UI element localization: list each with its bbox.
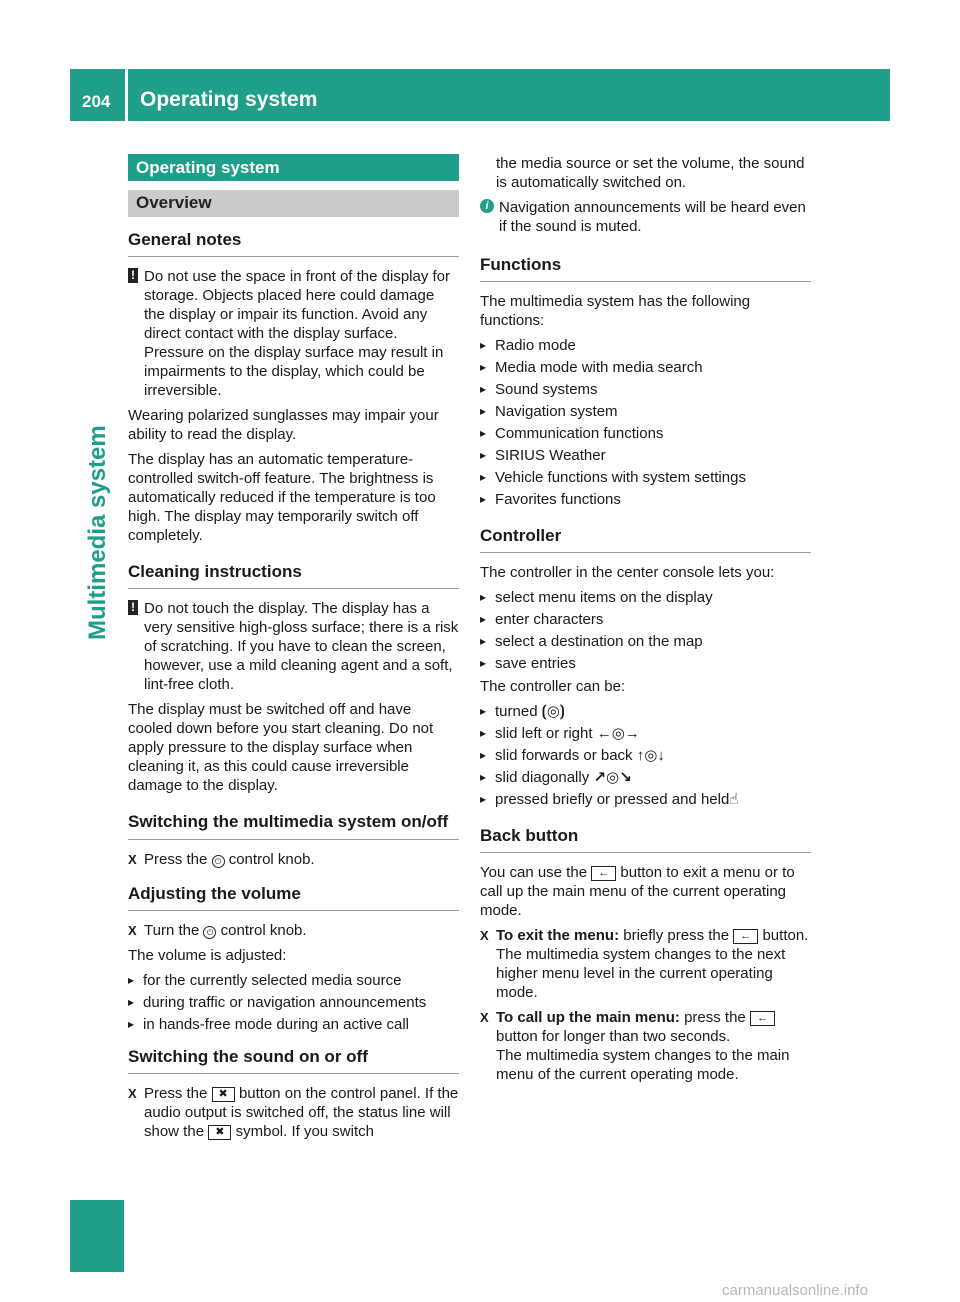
info-icon: i: [480, 199, 494, 213]
paragraph: The display has an automatic temperature-controlled switch-off feature. The brightness is automatically reduced if the temperature is too high. The display may temporarily switch off completely.: [128, 451, 436, 544]
list-item: ▸ turned ⟮◎⟯: [480, 702, 811, 721]
list-item: ▸ slid diagonally ↗◎↘: [480, 768, 811, 787]
list-item: ▸ in hands-free mode during an active call: [128, 1015, 459, 1034]
list-item: ▸ select menu items on the display: [480, 588, 811, 607]
volume-step: X Turn the ⏻ control knob.: [128, 921, 459, 940]
paragraph: You can use the ← button to exit a menu or to call up the main menu of the current operating mode.: [480, 864, 795, 919]
section-title: Operating system: [128, 154, 459, 181]
list-item: ▸ during traffic or navigation announcements: [128, 993, 459, 1012]
mute-icon: ✖: [208, 1125, 231, 1140]
list-item: ▸ save entries: [480, 654, 811, 673]
list-item: ▸ pressed briefly or pressed and held☝: [480, 790, 811, 809]
page-number: 204: [82, 92, 111, 111]
turn-icon: ⟮◎⟯: [541, 703, 565, 720]
sound-step: X Press the ✖ button on the control panel. If the audio output is switched off, the status line will show the ✖ symbol. If you switch: [128, 1084, 459, 1141]
warning-text: Do not use the space in front of the display for storage. Objects placed here could damage the display or impair its function. Avoid any direct contact with the display surface. Pressure on the display surface may result in impairments to the display, which could be irreversible.: [144, 268, 451, 399]
cleaning-warning: [128, 599, 459, 694]
warning-icon: !: [128, 600, 138, 615]
paragraph: The controller in the center console lets you:: [480, 564, 775, 581]
back-button-icon: ←: [733, 929, 758, 944]
slide-diagonal-icon: ↗◎↘: [593, 769, 632, 786]
switching-heading: Switching the multimedia system on/off: [128, 811, 459, 840]
sound-heading: Switching the sound on or off: [128, 1046, 459, 1074]
warning-text: Do not touch the display. The display has a very sensitive high-gloss surface; there is a risk of scratching. If you have to clean the screen, however, use a mild cleaning agent and a soft, lint-free cloth.: [144, 600, 459, 693]
controller-heading: Controller: [480, 525, 811, 553]
list-item: ▸ enter characters: [480, 610, 811, 629]
general-notes-heading: General notes: [128, 229, 459, 257]
list-item: ▸ for the currently selected media source: [128, 971, 459, 990]
list-item: ▸ Navigation system: [480, 402, 811, 421]
info-text: Navigation announcements will be heard even if the sound is muted.: [499, 199, 806, 235]
paragraph: The multimedia system has the following functions:: [480, 293, 751, 329]
paragraph: The volume is adjusted:: [128, 947, 287, 964]
list-item: ▸ SIRIUS Weather: [480, 446, 811, 465]
switching-step: X Press the ⏻ control knob.: [128, 850, 459, 869]
cleaning-heading: Cleaning instructions: [128, 561, 459, 589]
list-item: ▸ Communication functions: [480, 424, 811, 443]
list-item: ▸ select a destination on the map: [480, 632, 811, 651]
overview-title: Overview: [128, 190, 459, 217]
slide-forward-back-icon: ↑◎↓: [636, 747, 665, 764]
press-icon: ☝: [729, 791, 739, 808]
controller-moves-list: [480, 702, 811, 809]
control-knob-icon: ⏻: [203, 926, 216, 939]
general-notes-warning: [128, 267, 459, 400]
back-button-icon: ←: [750, 1011, 775, 1026]
paragraph: The display must be switched off and have cooled down before you start cleaning. Do not apply pressure to the display surface when cleaning it, as this could cause irreversible damage to the display.: [128, 701, 434, 794]
paragraph: the media source or set the volume, the sound is automatically switched on.: [496, 155, 805, 191]
header-title: Operating system: [140, 88, 318, 111]
list-item: ▸ Sound systems: [480, 380, 811, 399]
list-item: ▸ Media mode with media search: [480, 358, 811, 377]
watermark: carmanualsonline.info: [722, 1282, 868, 1299]
control-knob-icon: ⏻: [212, 855, 225, 868]
controller-list: [480, 588, 811, 673]
slide-left-right-icon: ←◎→: [596, 725, 640, 742]
header-divider: [125, 69, 128, 121]
paragraph: Wearing polarized sunglasses may impair your ability to read the display.: [128, 407, 439, 443]
side-tab-block: [70, 1200, 124, 1272]
info-note: [480, 198, 811, 236]
back-button-heading: Back button: [480, 825, 811, 853]
list-item: ▸ slid left or right ←◎→: [480, 724, 811, 743]
volume-heading: Adjusting the volume: [128, 883, 459, 911]
right-column: [480, 154, 811, 1090]
paragraph: The controller can be:: [480, 678, 626, 695]
list-item: ▸ Favorites functions: [480, 490, 811, 509]
list-item: ▸ slid forwards or back ↑◎↓: [480, 746, 811, 765]
volume-list: [128, 971, 459, 1034]
mute-icon: ✖: [212, 1087, 235, 1102]
list-item: ▸ Vehicle functions with system settings: [480, 468, 811, 487]
back-step-exit: X To exit the menu: briefly press the ← button. The multimedia system changes to the next higher menu level in the current operating mode.: [480, 926, 811, 1002]
back-button-icon: ←: [591, 866, 616, 881]
functions-heading: Functions: [480, 254, 811, 282]
functions-list: [480, 336, 811, 509]
list-item: ▸ Radio mode: [480, 336, 811, 355]
side-tab-label: Multimedia system: [84, 425, 111, 640]
left-column: [128, 154, 459, 1147]
back-step-main-menu: X To call up the main menu: press the ← button for longer than two seconds. The multimedia system changes to the main menu of the current operating mode.: [480, 1008, 811, 1084]
warning-icon: !: [128, 268, 138, 283]
